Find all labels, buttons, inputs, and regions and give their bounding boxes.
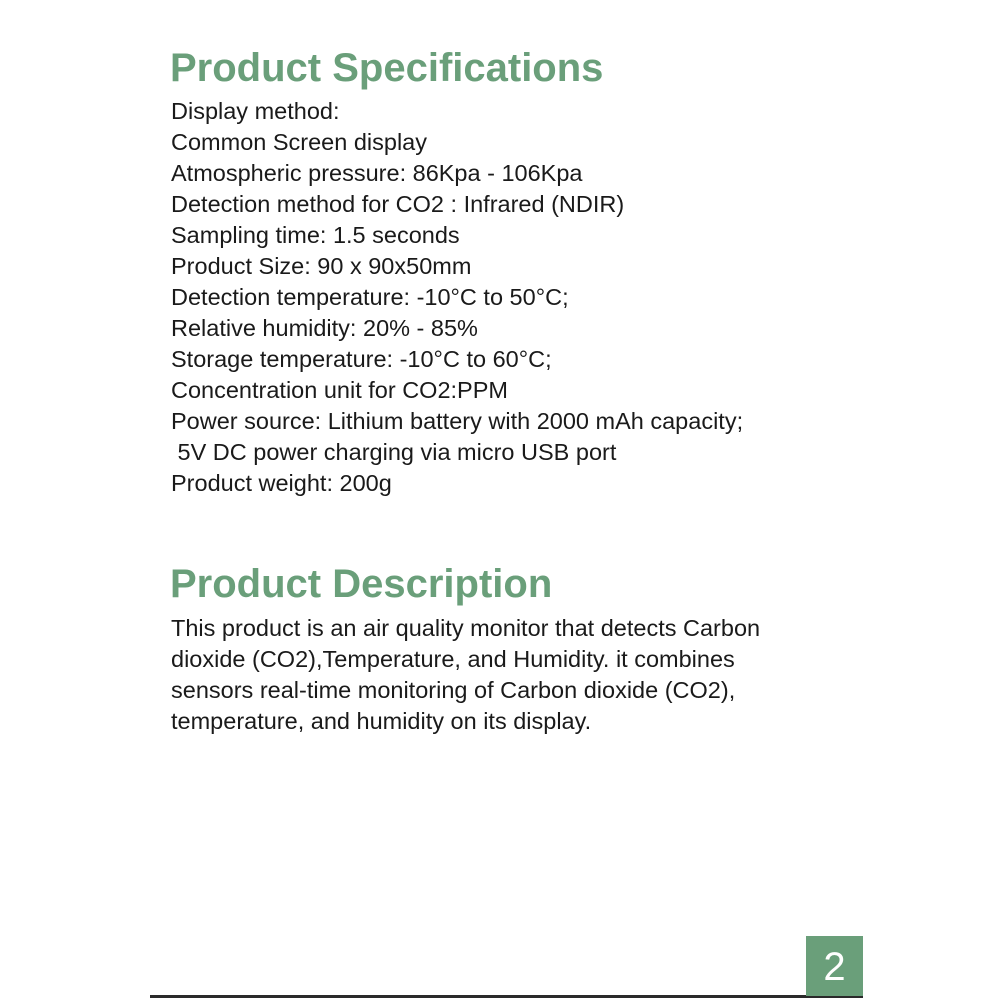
description-line: This product is an air quality monitor that detects Carbon: [171, 615, 761, 641]
description-line: temperature, and humidity on its display.: [171, 708, 592, 734]
spec-line: Storage temperature: -10°C to 60°C;: [171, 346, 552, 372]
spec-line: Sampling time: 1.5 seconds: [171, 222, 460, 248]
spec-line: Detection temperature: -10°C to 50°C;: [171, 284, 569, 310]
spec-line: Power source: Lithium battery with 2000 mAh capacity;: [171, 408, 744, 434]
description-line: sensors real-time monitoring of Carbon dioxide (CO2),: [171, 677, 736, 703]
spec-line: Relative humidity: 20% - 85%: [171, 315, 478, 341]
spec-line: Detection method for CO2 : Infrared (NDIR): [171, 191, 625, 217]
spec-line: Atmospheric pressure: 86Kpa - 106Kpa: [171, 160, 583, 186]
description-heading: Product Description: [170, 562, 553, 606]
spec-line: Display method:: [171, 98, 340, 124]
footer-rule: [150, 995, 863, 998]
spec-line: Product Size: 90 x 90x50mm: [171, 253, 472, 279]
spec-line: Common Screen display: [171, 129, 427, 155]
specifications-heading: Product Specifications: [170, 46, 604, 90]
specifications-list: [171, 96, 743, 499]
spec-line: Concentration unit for CO2:PPM: [171, 377, 508, 403]
description-paragraph: [171, 613, 760, 737]
page-number-badge: 2: [806, 936, 863, 996]
description-line: dioxide (CO2),Temperature, and Humidity. it combines: [171, 646, 735, 672]
spec-line: Product weight: 200g: [171, 470, 392, 496]
spec-line: 5V DC power charging via micro USB port: [171, 439, 617, 465]
